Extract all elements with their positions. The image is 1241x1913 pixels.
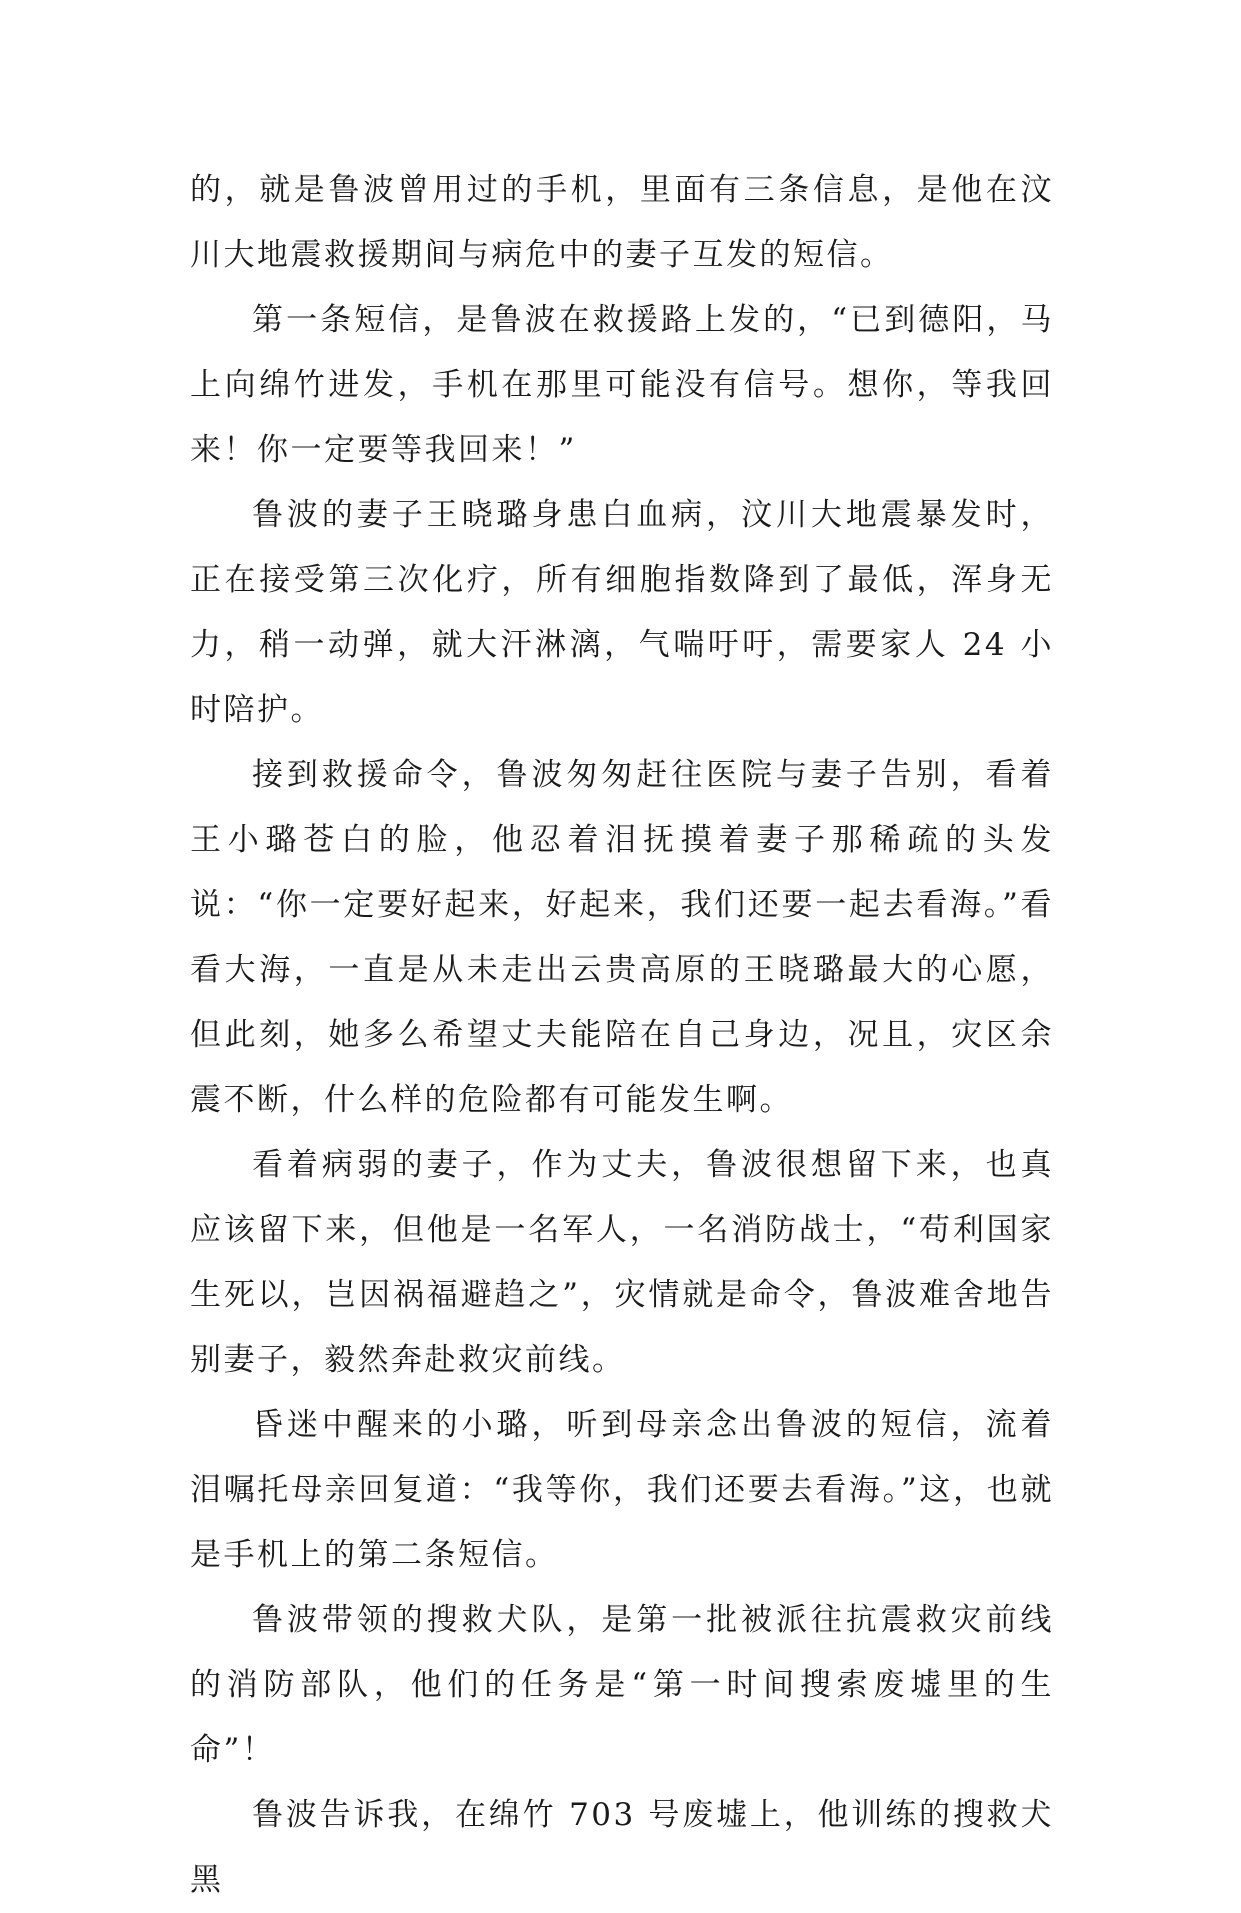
- paragraph-ruins: 鲁波告诉我，在绵竹 703 号废墟上，他训练的搜救犬黑: [190, 1797, 1054, 1898]
- paragraph-first-message: 第一条短信，是鲁波在救援路上发的，“已到德阳，马上向绵竹进发，手机在那里可能没有信号。想你，等我回来！你一定要等我回来！”: [190, 302, 1054, 468]
- paragraph-farewell: 接到救援命令，鲁波匆匆赶往医院与妻子告别，看着王小璐苍白的脸，他忍着泪抚摸着妻子那稀疏的头发说：“你一定要好起来，好起来，我们还要一起去看海。”看看大海，一直是从未走出云贵高原的王晓璐最大的心愿，但此刻，她多么希望丈夫能陪在自己身边，况且，灾区余震不断，什么样的危险都有可能发生啊。: [190, 757, 1054, 1118]
- paragraph-second-message: 昏迷中醒来的小璐，听到母亲念出鲁波的短信，流着泪嘱托母亲回复道：“我等你，我们还要去看海。”这，也就是手机上的第二条短信。: [190, 1407, 1054, 1573]
- paragraph-wife-illness: 鲁波的妻子王晓璐身患白血病，汶川大地震暴发时，正在接受第三次化疗，所有细胞指数降到了最低，浑身无力，稍一动弹，就大汗淋漓，气喘吁吁，需要家人 24 小时陪护。: [190, 497, 1054, 728]
- paragraph-continuation: 的，就是鲁波曾用过的手机，里面有三条信息，是他在汶川大地震救援期间与病危中的妻子互发的短信。: [190, 172, 1054, 273]
- document-page: [190, 158, 1054, 1913]
- paragraph-duty: 看着病弱的妻子，作为丈夫，鲁波很想留下来，也真应该留下来，但他是一名军人，一名消防战士，“苟利国家生死以，岂因祸福避趋之”，灾情就是命令，鲁波难舍地告别妻子，毅然奔赴救灾前线。: [190, 1147, 1054, 1378]
- paragraph-search-team: 鲁波带领的搜救犬队，是第一批被派往抗震救灾前线的消防部队，他们的任务是“第一时间搜索废墟里的生命”！: [190, 1602, 1054, 1768]
